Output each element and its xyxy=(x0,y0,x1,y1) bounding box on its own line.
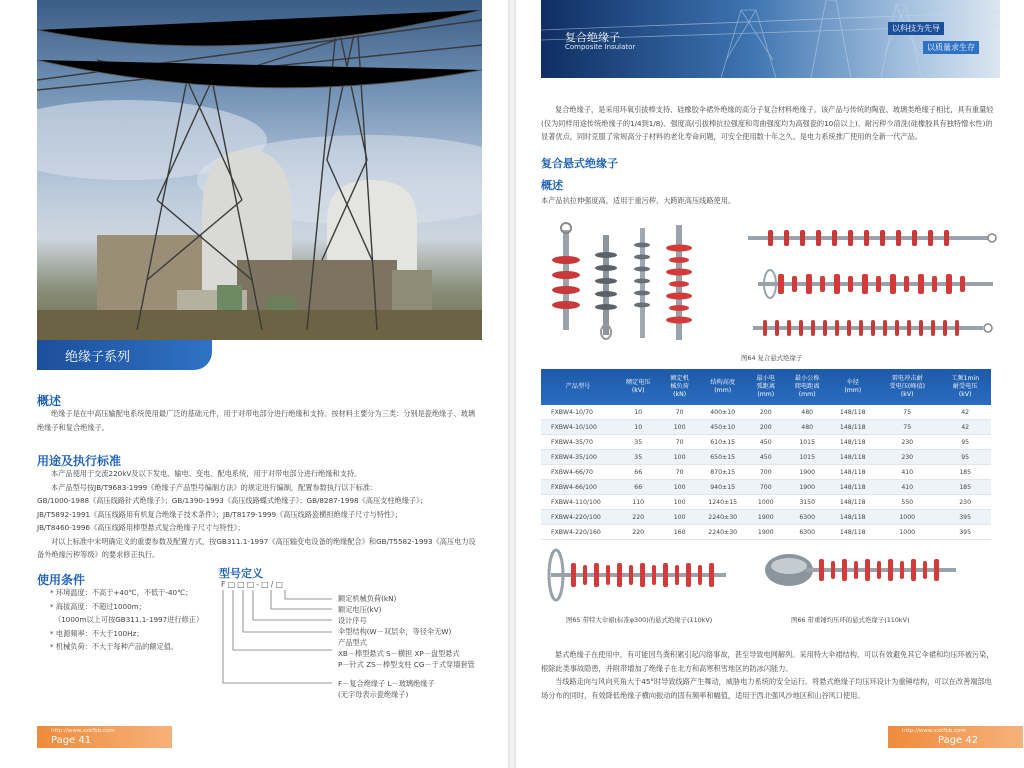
table-cell: 185 xyxy=(939,465,991,480)
condition-item: * 环境温度：不高于+40℃，不低于-40℃； xyxy=(50,588,193,597)
table-cell: 1015 xyxy=(784,450,830,465)
table-cell: 100 xyxy=(661,480,697,495)
slogan-2: 以质量求生存 xyxy=(923,41,979,54)
table-cell: FXBW4-220/160 xyxy=(541,525,615,540)
table-cell: 35 xyxy=(615,435,661,450)
condition-item: * 电源频率：不大于100Hz； xyxy=(50,628,144,638)
table-cell: 148/118 xyxy=(830,480,875,495)
table-cell: 450 xyxy=(748,450,784,465)
model-def-heading: 型号定义 xyxy=(219,567,263,580)
table-row xyxy=(541,405,991,420)
table-cell: 148/118 xyxy=(830,525,875,540)
col-header: 产品型号 xyxy=(541,369,615,405)
condition-item: * 海拔高度：不超过1000m； xyxy=(50,601,146,611)
table-cell: 395 xyxy=(939,525,991,540)
table-cell: 10 xyxy=(615,420,661,435)
intro-text: 复合绝缘子，是采用环氧引拔棒支持、硅橡胶伞裙外绝缘的高分子复合材料绝缘子。该产品与传统的陶瓷、玻璃类绝缘子相比，具有重量轻(仅为同样用途传统绝缘子的1/4到1/8)、强度高(引拔棒抗拉强度和弯曲强度均为高强瓷的10倍以上)、耐污秽少清洗(硅橡胶具有独特憎水性)的显著优点，同时克服了常规高分子材料的老化寿命问题，可安全使用数十年之久。是电力系统推广使用的全新一代产品。 xyxy=(541,105,994,141)
table-cell: 100 xyxy=(661,510,697,525)
col-header: 结构高度 (mm) xyxy=(698,369,748,405)
usage-line-2: 本产品型号按JB/T9683-1999《绝缘子产品型号编制方法》的规定进行编制，配置参数执行以下标准： xyxy=(51,482,378,492)
table-cell: 230 xyxy=(875,450,939,465)
insulator-vertical-2 xyxy=(595,235,617,339)
usage-line-4: JB/T5892-1991《高压线路用有机复合绝缘子技术条件》；JB/T8179-1999《高压线路瓷横担绝缘子尺寸与特性》； xyxy=(37,509,402,519)
condition-item: （1000m以上可按GB311.1-1997进行修正） xyxy=(54,615,204,624)
table-cell: 1240±15 xyxy=(698,495,748,510)
left-page xyxy=(0,0,508,768)
table-cell: 480 xyxy=(784,405,830,420)
table-cell: 66 xyxy=(615,465,661,480)
page-footer xyxy=(37,726,172,748)
table-cell: FXBW4-10/100 xyxy=(541,420,615,435)
table-cell: FXBW4-10/70 xyxy=(541,405,615,420)
table-cell: 940±15 xyxy=(698,480,748,495)
table-cell: 100 xyxy=(661,495,697,510)
table-cell: 160 xyxy=(661,525,697,540)
table-cell: 95 xyxy=(939,435,991,450)
table-cell: 75 xyxy=(875,420,939,435)
table-cell: 1000 xyxy=(748,495,784,510)
col-header: 伞径 (mm) xyxy=(830,369,875,405)
overview-text: 绝缘子是在中高压输配电系统使用最广泛的基础元件，用于对带电部分进行绝缘和支持。按材料主要分为三类：分别是瓷绝缘子、玻璃绝缘子和复合绝缘子。 xyxy=(37,409,476,432)
table-cell: 35 xyxy=(615,450,661,465)
overview-heading-right: 概述 xyxy=(541,179,563,192)
col-header: 工频1min 耐受电压 (kV) xyxy=(939,369,991,405)
col-header: 额定机 械负荷 (kN) xyxy=(661,369,697,405)
conditions-heading: 使用条件 xyxy=(37,573,86,587)
header-title-cn: 复合绝缘子 xyxy=(565,31,620,44)
table-cell: 148/118 xyxy=(830,510,875,525)
table-cell: 230 xyxy=(939,495,991,510)
table-cell: 10 xyxy=(615,405,661,420)
figure-64-caption: 图64 复合悬式绝缘子 xyxy=(741,354,803,362)
page-number: Page 41 xyxy=(51,735,92,746)
figure-65-caption: 图65 带特大伞裙(标准φ300)的悬式绝缘子(110kV) xyxy=(566,616,713,624)
table-cell: 550 xyxy=(875,495,939,510)
right-page xyxy=(516,0,1024,768)
table-cell: 1900 xyxy=(748,525,784,540)
overview-heading: 概述 xyxy=(37,394,62,408)
suspension-heading: 复合悬式绝缘子 xyxy=(541,157,618,170)
header-banner xyxy=(541,0,1000,78)
usage-heading: 用途及执行标准 xyxy=(37,454,122,468)
table-cell: 148/118 xyxy=(830,465,875,480)
col-header: 最小电 弧距离 (mm) xyxy=(748,369,784,405)
power-plant-photo xyxy=(37,0,482,340)
table-cell: 395 xyxy=(939,510,991,525)
model-item: P－针式 ZS－棒型支柱 CG－于式穿墙套管 xyxy=(338,660,475,669)
book-spine xyxy=(508,0,516,768)
vertical-insulators-image xyxy=(546,220,716,345)
table-cell: 700 xyxy=(748,465,784,480)
figure-65-image xyxy=(541,545,736,605)
model-item: F－复合绝缘子 L－玻璃绝缘子 xyxy=(338,679,435,688)
insulator-vertical-4 xyxy=(666,225,692,340)
model-code: F□□□-□/□ xyxy=(221,580,285,589)
page-footer-right xyxy=(888,726,1023,748)
table-cell: 480 xyxy=(784,420,830,435)
bottom-paragraph-1: 悬式绝缘子在使用中，有可能因鸟粪积累引起闪络事故，甚至导致电网解列。采用特大伞裙结构，可以有效避免其它伞裙和均压环被污染，根除此类事故隐患，并附带增加了绝缘子在北方和高寒积雪地区的防冰闪能力。 xyxy=(541,650,994,673)
table-cell: 1900 xyxy=(784,465,830,480)
model-item: 额定机械负荷(kN) xyxy=(338,594,397,603)
table-cell: 70 xyxy=(661,435,697,450)
table-row xyxy=(541,525,991,540)
table-cell: 870±15 xyxy=(698,465,748,480)
table-cell: 2240±30 xyxy=(698,510,748,525)
table-cell: 42 xyxy=(939,420,991,435)
table-cell: 1000 xyxy=(875,525,939,540)
spec-table xyxy=(541,369,991,540)
table-row xyxy=(541,480,991,495)
insulator-horizontal-2 xyxy=(758,270,993,298)
table-cell: 95 xyxy=(939,450,991,465)
table-cell: 100 xyxy=(661,450,697,465)
table-cell: 148/118 xyxy=(830,405,875,420)
model-item: 产品型式 xyxy=(338,638,367,647)
table-cell: 6300 xyxy=(784,525,830,540)
footer-url: http://www.xxkfbb.com xyxy=(51,728,115,734)
table-cell: 185 xyxy=(939,480,991,495)
header-title-en: Composite Insulator xyxy=(565,43,636,51)
table-cell: 200 xyxy=(748,420,784,435)
table-cell: 410 xyxy=(875,465,939,480)
table-cell: 610±15 xyxy=(698,435,748,450)
bottom-text xyxy=(541,648,996,702)
col-header: 雷电冲击耐 受电压(峰值) (kV) xyxy=(875,369,939,405)
section-bar xyxy=(37,340,212,370)
footer-url: http://www.xxkfbb.com xyxy=(902,728,966,734)
table-cell: FXBW4-66/100 xyxy=(541,480,615,495)
table-cell: 42 xyxy=(939,405,991,420)
table-cell: 1000 xyxy=(875,510,939,525)
table-cell: 1900 xyxy=(784,480,830,495)
table-row xyxy=(541,495,991,510)
model-code-bracket-lines xyxy=(220,590,340,690)
slogan-1: 以科技为先导 xyxy=(888,22,944,35)
table-cell: FXBW4-35/70 xyxy=(541,435,615,450)
table-row xyxy=(541,420,991,435)
table-cell: 148/118 xyxy=(830,435,875,450)
table-cell: 100 xyxy=(661,420,697,435)
overview-text-right: 本产品抗拉伸强度高，适用于重污秽、大跨距高压线路使用。 xyxy=(541,196,736,205)
col-header: 额定电压 (kV) xyxy=(615,369,661,405)
insulator-vertical-1 xyxy=(552,223,580,330)
table-cell: 450 xyxy=(748,435,784,450)
horizontal-insulators-image xyxy=(748,222,998,342)
model-item: XB－棒型悬式 S－横担 XP－盘型悬式 xyxy=(338,649,460,658)
table-cell: 110 xyxy=(615,495,661,510)
model-item: 伞型结构(W－双层伞，等径伞无W) xyxy=(338,627,452,636)
condition-item: * 机械负荷：不大于每种产品的额定值。 xyxy=(50,642,179,651)
table-cell: 148/118 xyxy=(830,420,875,435)
table-cell: 2240±30 xyxy=(698,525,748,540)
table-cell: 450±10 xyxy=(698,420,748,435)
table-cell: 200 xyxy=(748,405,784,420)
figure-66-image xyxy=(761,540,961,600)
table-cell: 220 xyxy=(615,510,661,525)
table-cell: 1015 xyxy=(784,435,830,450)
insulator-vertical-3 xyxy=(634,228,650,338)
table-cell: 220 xyxy=(615,525,661,540)
insulator-horizontal-3 xyxy=(753,320,992,336)
table-cell: 700 xyxy=(748,480,784,495)
table-cell: 70 xyxy=(661,405,697,420)
table-row xyxy=(541,510,991,525)
table-cell: 3150 xyxy=(784,495,830,510)
table-row xyxy=(541,450,991,465)
insulator-horizontal-1 xyxy=(748,230,996,246)
table-cell: 650±15 xyxy=(698,450,748,465)
bottom-paragraph-2: 当线路走向与风向夹角大于45°时导致线路产生舞动，威胁电力系统的安全运行。将悬式绝缘子均压环设计为重锤结构，可以在改善端部电场分布的同时，有效降低绝缘子横向振动的固有频率和幅值，适用于西北强风沙地区和山谷风口使用。 xyxy=(541,677,992,700)
table-cell: 400±10 xyxy=(698,405,748,420)
figure-66-caption: 图66 带重锤均压环的悬式绝缘子(110kV) xyxy=(791,616,910,624)
usage-text xyxy=(37,467,482,562)
model-item: 额定电压(kV) xyxy=(338,605,382,614)
usage-line-1: 本产品使用于交流220kV及以下发电、输电、变电、配电系统，用于对带电部分进行绝缘和支持。 xyxy=(51,469,362,478)
model-item: (无字母表示瓷绝缘子) xyxy=(338,690,409,699)
model-item: 设计序号 xyxy=(338,616,367,625)
table-cell: 148/118 xyxy=(830,495,875,510)
page-number: Page 42 xyxy=(938,735,979,746)
section-title: 绝缘子系列 xyxy=(65,350,131,365)
table-cell: 230 xyxy=(875,435,939,450)
table-cell: FXBW4-110/100 xyxy=(541,495,615,510)
table-cell: FXBW4-220/100 xyxy=(541,510,615,525)
usage-line-6: 对以上标准中未明确定义的重要参数及配置方式，按GB311.1-1997《高压输变电设备的绝缘配合》和GB/T5582-1993《高压电力设备外绝缘污秽等级》的要求修正执行。 xyxy=(37,536,476,559)
table-row xyxy=(541,465,991,480)
table-cell: 66 xyxy=(615,480,661,495)
usage-line-3: GB/1000-1988《高压线路针式绝缘子》；GB/1390-1993《高压线路蝶式绝缘子》；GB/8287-1998《高压支柱绝缘子》； xyxy=(37,496,427,505)
table-cell: 6300 xyxy=(784,510,830,525)
table-cell: FXBW4-66/70 xyxy=(541,465,615,480)
table-cell: 410 xyxy=(875,480,939,495)
col-header: 最小公称 爬电距离 (mm) xyxy=(784,369,830,405)
table-cell: 75 xyxy=(875,405,939,420)
table-cell: FXBW4-35/100 xyxy=(541,450,615,465)
table-cell: 70 xyxy=(661,465,697,480)
table-row xyxy=(541,435,991,450)
conditions-list xyxy=(50,586,210,654)
table-cell: 1900 xyxy=(748,510,784,525)
spec-table-header xyxy=(541,369,991,405)
table-cell: 148/118 xyxy=(830,450,875,465)
usage-line-5: JB/T8460-1996《高压线路用棒型悬式复合绝缘子尺寸与特性》； xyxy=(37,523,245,532)
